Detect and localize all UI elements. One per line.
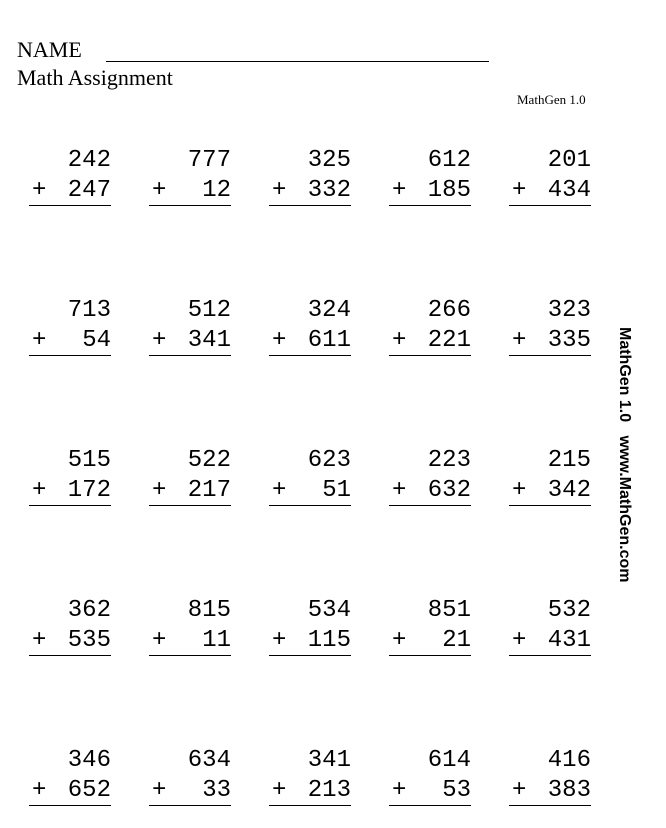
- problem-bottom-operand: 217: [187, 477, 231, 504]
- problem-bottom-operand: 434: [547, 177, 591, 204]
- problem-bottom-operand: 11: [202, 627, 231, 654]
- problem-bottom-operand: 213: [307, 777, 351, 804]
- problem-operator: +: [32, 327, 47, 354]
- answer-line: [269, 505, 351, 506]
- answer-line: [389, 805, 471, 806]
- problem-top-operand: 851: [427, 597, 471, 624]
- problem-15: [509, 447, 591, 505]
- problem-operator: +: [392, 627, 407, 654]
- problem-bottom-operand: 383: [547, 777, 591, 804]
- problem-bottom-operand: 335: [547, 327, 591, 354]
- problem-12: [149, 447, 231, 505]
- problem-top-operand: 512: [187, 297, 231, 324]
- answer-line: [509, 205, 591, 206]
- problem-top-operand: 201: [547, 147, 591, 174]
- problem-top-operand: 777: [187, 147, 231, 174]
- problem-top-operand: 612: [427, 147, 471, 174]
- problem-bottom-operand: 221: [427, 327, 471, 354]
- problem-operator: +: [512, 177, 527, 204]
- problem-operator: +: [32, 477, 47, 504]
- problem-13: [269, 447, 351, 505]
- assignment-title: Math Assignment: [17, 65, 173, 90]
- answer-line: [29, 355, 111, 356]
- problem-14: [389, 447, 471, 505]
- problem-19: [389, 597, 471, 655]
- answer-line: [509, 355, 591, 356]
- problem-top-operand: 215: [547, 447, 591, 474]
- answer-line: [389, 355, 471, 356]
- problem-operator: +: [272, 177, 287, 204]
- problem-top-operand: 325: [307, 147, 351, 174]
- problem-bottom-operand: 332: [307, 177, 351, 204]
- answer-line: [389, 505, 471, 506]
- problem-operator: +: [392, 477, 407, 504]
- problem-operator: +: [272, 477, 287, 504]
- problem-bottom-operand: 53: [442, 777, 471, 804]
- problem-top-operand: 522: [187, 447, 231, 474]
- problem-top-operand: 416: [547, 747, 591, 774]
- side-watermark: [615, 327, 633, 582]
- problem-25: [509, 747, 591, 805]
- problem-10: [509, 297, 591, 355]
- name-blank-line: [106, 61, 489, 62]
- answer-line: [509, 805, 591, 806]
- problem-operator: +: [392, 327, 407, 354]
- problem-18: [269, 597, 351, 655]
- problem-bottom-operand: 247: [67, 177, 111, 204]
- problem-7: [149, 297, 231, 355]
- problem-operator: +: [272, 627, 287, 654]
- answer-line: [29, 805, 111, 806]
- answer-line: [29, 505, 111, 506]
- problem-operator: +: [512, 477, 527, 504]
- problem-11: [29, 447, 111, 505]
- problem-top-operand: 614: [427, 747, 471, 774]
- side-brand: MathGen 1.0: [616, 327, 633, 423]
- problem-bottom-operand: 341: [187, 327, 231, 354]
- problem-17: [149, 597, 231, 655]
- answer-line: [269, 205, 351, 206]
- problem-top-operand: 362: [67, 597, 111, 624]
- problem-top-operand: 324: [307, 297, 351, 324]
- problem-bottom-operand: 54: [82, 327, 111, 354]
- problem-bottom-operand: 51: [322, 477, 351, 504]
- problem-top-operand: 323: [547, 297, 591, 324]
- problem-bottom-operand: 632: [427, 477, 471, 504]
- problem-top-operand: 266: [427, 297, 471, 324]
- problem-top-operand: 242: [67, 147, 111, 174]
- answer-line: [29, 205, 111, 206]
- answer-line: [29, 655, 111, 656]
- problem-1: [29, 147, 111, 205]
- problem-bottom-operand: 652: [67, 777, 111, 804]
- problem-top-operand: 815: [187, 597, 231, 624]
- problem-bottom-operand: 12: [202, 177, 231, 204]
- answer-line: [389, 205, 471, 206]
- problem-operator: +: [152, 177, 167, 204]
- problem-top-operand: 223: [427, 447, 471, 474]
- problem-9: [389, 297, 471, 355]
- name-label: NAME: [17, 37, 82, 62]
- problem-5: [509, 147, 591, 205]
- side-url: www.MathGen.com: [616, 435, 633, 583]
- problem-top-operand: 634: [187, 747, 231, 774]
- version-label: MathGen 1.0: [517, 92, 586, 107]
- answer-line: [269, 805, 351, 806]
- problem-23: [269, 747, 351, 805]
- problem-operator: +: [152, 477, 167, 504]
- problem-top-operand: 532: [547, 597, 591, 624]
- answer-line: [149, 505, 231, 506]
- problem-top-operand: 515: [67, 447, 111, 474]
- problem-operator: +: [152, 327, 167, 354]
- problem-operator: +: [32, 177, 47, 204]
- problem-bottom-operand: 535: [67, 627, 111, 654]
- answer-line: [269, 355, 351, 356]
- answer-line: [149, 205, 231, 206]
- answer-line: [149, 355, 231, 356]
- problem-20: [509, 597, 591, 655]
- problem-3: [269, 147, 351, 205]
- answer-line: [509, 655, 591, 656]
- answer-line: [149, 805, 231, 806]
- problem-6: [29, 297, 111, 355]
- problem-bottom-operand: 342: [547, 477, 591, 504]
- problem-bottom-operand: 431: [547, 627, 591, 654]
- problem-top-operand: 341: [307, 747, 351, 774]
- problem-bottom-operand: 611: [307, 327, 351, 354]
- problem-operator: +: [512, 327, 527, 354]
- problem-operator: +: [512, 777, 527, 804]
- problem-4: [389, 147, 471, 205]
- problem-bottom-operand: 185: [427, 177, 471, 204]
- problem-operator: +: [152, 627, 167, 654]
- problem-operator: +: [512, 627, 527, 654]
- problem-operator: +: [32, 777, 47, 804]
- problem-top-operand: 534: [307, 597, 351, 624]
- problem-bottom-operand: 33: [202, 777, 231, 804]
- answer-line: [269, 655, 351, 656]
- problem-top-operand: 346: [67, 747, 111, 774]
- problem-operator: +: [32, 627, 47, 654]
- problem-24: [389, 747, 471, 805]
- problem-8: [269, 297, 351, 355]
- answer-line: [509, 505, 591, 506]
- answer-line: [389, 655, 471, 656]
- answer-line: [149, 655, 231, 656]
- problem-operator: +: [152, 777, 167, 804]
- problem-operator: +: [392, 177, 407, 204]
- problem-top-operand: 713: [67, 297, 111, 324]
- problem-operator: +: [392, 777, 407, 804]
- problem-21: [29, 747, 111, 805]
- problem-bottom-operand: 21: [442, 627, 471, 654]
- problem-2: [149, 147, 231, 205]
- problem-22: [149, 747, 231, 805]
- problem-operator: +: [272, 327, 287, 354]
- problem-16: [29, 597, 111, 655]
- problem-bottom-operand: 172: [67, 477, 111, 504]
- problem-bottom-operand: 115: [307, 627, 351, 654]
- problem-operator: +: [272, 777, 287, 804]
- problem-top-operand: 623: [307, 447, 351, 474]
